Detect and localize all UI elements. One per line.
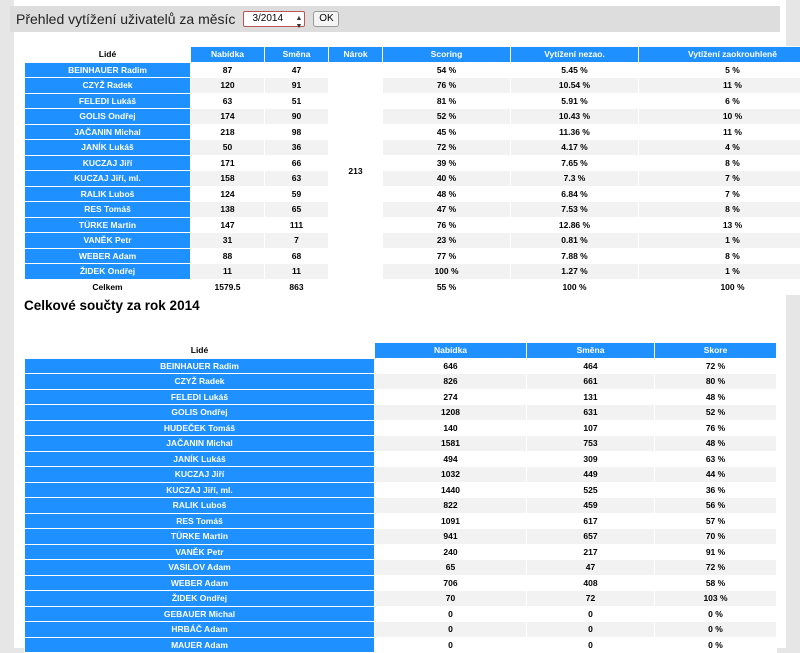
score-cell: 72 % bbox=[655, 358, 777, 374]
score-cell: 70 % bbox=[655, 529, 777, 545]
monthly-header-row bbox=[25, 47, 800, 63]
score-cell: 76 % bbox=[655, 420, 777, 436]
offer-cell: 65 bbox=[375, 560, 527, 576]
load-raw-cell: 4.17 % bbox=[511, 140, 639, 156]
load-rounded-cell: 1 % bbox=[639, 264, 800, 280]
person-name: KUCZAJ Jiří, ml. bbox=[25, 171, 191, 187]
table-row bbox=[25, 358, 777, 374]
month-select[interactable] bbox=[243, 11, 305, 27]
person-name: ŽIDEK Ondřej bbox=[25, 591, 375, 607]
load-rounded-cell: 1 % bbox=[639, 233, 800, 249]
shift-cell: 525 bbox=[527, 482, 655, 498]
scoring-cell: 48 % bbox=[383, 186, 511, 202]
offer-cell: 31 bbox=[191, 233, 265, 249]
offer-cell: 646 bbox=[375, 358, 527, 374]
table-row bbox=[25, 467, 777, 483]
load-raw-cell: 10.54 % bbox=[511, 78, 639, 94]
shift-cell: 47 bbox=[265, 62, 329, 78]
load-raw-cell: 7.53 % bbox=[511, 202, 639, 218]
table-row bbox=[25, 374, 777, 390]
col-header-people: Lidé bbox=[25, 47, 191, 63]
table-row bbox=[25, 622, 777, 638]
person-name: CZYŽ Radek bbox=[25, 374, 375, 390]
table-row bbox=[25, 420, 777, 436]
shift-cell: 63 bbox=[265, 171, 329, 187]
offer-cell: 147 bbox=[191, 217, 265, 233]
score-cell: 48 % bbox=[655, 436, 777, 452]
score-cell: 0 % bbox=[655, 637, 777, 653]
shift-cell: 91 bbox=[265, 78, 329, 94]
load-rounded-cell: 7 % bbox=[639, 171, 800, 187]
load-rounded-cell: 13 % bbox=[639, 217, 800, 233]
person-name: TÜRKE Martin bbox=[25, 217, 191, 233]
scoring-cell: 81 % bbox=[383, 93, 511, 109]
filter-bar bbox=[10, 6, 780, 32]
load-rounded-cell: 8 % bbox=[639, 155, 800, 171]
total-scoring: 55 % bbox=[383, 279, 511, 295]
col-header-shift: Směna bbox=[527, 343, 655, 359]
scoring-cell: 54 % bbox=[383, 62, 511, 78]
table-row bbox=[25, 529, 777, 545]
person-name: WEBER Adam bbox=[25, 575, 375, 591]
table-row bbox=[25, 451, 777, 467]
load-rounded-cell: 11 % bbox=[639, 78, 800, 94]
shift-cell: 657 bbox=[527, 529, 655, 545]
shift-cell: 661 bbox=[527, 374, 655, 390]
filter-label: Přehled vytížení uživatelů za měsíc bbox=[16, 11, 235, 27]
offer-cell: 240 bbox=[375, 544, 527, 560]
yearly-heading: Celkové součty za rok 2014 bbox=[24, 298, 200, 313]
shift-cell: 131 bbox=[527, 389, 655, 405]
person-name: JAČANIN Michal bbox=[25, 124, 191, 140]
yearly-header-row bbox=[25, 343, 777, 359]
shift-cell: 0 bbox=[527, 637, 655, 653]
table-row bbox=[25, 109, 800, 125]
load-rounded-cell: 4 % bbox=[639, 140, 800, 156]
total-row bbox=[25, 279, 800, 295]
offer-cell: 138 bbox=[191, 202, 265, 218]
table-row bbox=[25, 606, 777, 622]
scoring-cell: 77 % bbox=[383, 248, 511, 264]
offer-cell: 140 bbox=[375, 420, 527, 436]
offer-cell: 494 bbox=[375, 451, 527, 467]
load-raw-cell: 6.84 % bbox=[511, 186, 639, 202]
offer-cell: 50 bbox=[191, 140, 265, 156]
scoring-cell: 45 % bbox=[383, 124, 511, 140]
table-row bbox=[25, 217, 800, 233]
col-header-load-raw: Vytížení nezao. bbox=[511, 47, 639, 63]
shift-cell: 631 bbox=[527, 405, 655, 421]
load-raw-cell: 5.91 % bbox=[511, 93, 639, 109]
shift-cell: 90 bbox=[265, 109, 329, 125]
shift-cell: 47 bbox=[527, 560, 655, 576]
table-row bbox=[25, 498, 777, 514]
load-raw-cell: 11.36 % bbox=[511, 124, 639, 140]
shift-cell: 217 bbox=[527, 544, 655, 560]
score-cell: 91 % bbox=[655, 544, 777, 560]
col-header-offer: Nabídka bbox=[191, 47, 265, 63]
offer-cell: 120 bbox=[191, 78, 265, 94]
table-row bbox=[25, 248, 800, 264]
table-row bbox=[25, 591, 777, 607]
offer-cell: 171 bbox=[191, 155, 265, 171]
scoring-cell: 39 % bbox=[383, 155, 511, 171]
col-header-load-rounded: Vytížení zaokrouhleně bbox=[639, 47, 800, 63]
person-name: MAUER Adam bbox=[25, 637, 375, 653]
scoring-cell: 47 % bbox=[383, 202, 511, 218]
col-header-offer: Nabídka bbox=[375, 343, 527, 359]
person-name: GEBAUER Michal bbox=[25, 606, 375, 622]
table-row bbox=[25, 140, 800, 156]
person-name: FELEDI Lukáš bbox=[25, 389, 375, 405]
score-cell: 57 % bbox=[655, 513, 777, 529]
person-name: HUDEČEK Tomáš bbox=[25, 420, 375, 436]
shift-cell: 65 bbox=[265, 202, 329, 218]
entitlement-cell: 213 bbox=[329, 62, 383, 279]
offer-cell: 174 bbox=[191, 109, 265, 125]
person-name: JANÍK Lukáš bbox=[25, 451, 375, 467]
offer-cell: 941 bbox=[375, 529, 527, 545]
score-cell: 52 % bbox=[655, 405, 777, 421]
table-row bbox=[25, 436, 777, 452]
shift-cell: 449 bbox=[527, 467, 655, 483]
offer-cell: 1032 bbox=[375, 467, 527, 483]
shift-cell: 0 bbox=[527, 606, 655, 622]
table-row bbox=[25, 482, 777, 498]
person-name: GOLIS Ondřej bbox=[25, 405, 375, 421]
person-name: JAČANIN Michal bbox=[25, 436, 375, 452]
load-rounded-cell: 10 % bbox=[639, 109, 800, 125]
person-name: FELEDI Lukáš bbox=[25, 93, 191, 109]
score-cell: 103 % bbox=[655, 591, 777, 607]
table-row bbox=[25, 171, 800, 187]
offer-cell: 0 bbox=[375, 622, 527, 638]
score-cell: 36 % bbox=[655, 482, 777, 498]
person-name: HRBÁČ Adam bbox=[25, 622, 375, 638]
person-name: TÜRKE Martin bbox=[25, 529, 375, 545]
offer-cell: 1581 bbox=[375, 436, 527, 452]
person-name: KUCZAJ Jiří bbox=[25, 467, 375, 483]
total-load-rounded: 100 % bbox=[639, 279, 800, 295]
table-row bbox=[25, 560, 777, 576]
load-rounded-cell: 7 % bbox=[639, 186, 800, 202]
shift-cell: 753 bbox=[527, 436, 655, 452]
score-cell: 56 % bbox=[655, 498, 777, 514]
table-row bbox=[25, 637, 777, 653]
ok-button[interactable]: OK bbox=[313, 11, 339, 27]
total-offer: 1579.5 bbox=[191, 279, 265, 295]
table-row bbox=[25, 544, 777, 560]
person-name: VANĚK Petr bbox=[25, 544, 375, 560]
offer-cell: 274 bbox=[375, 389, 527, 405]
table-row bbox=[25, 389, 777, 405]
person-name: JANÍK Lukáš bbox=[25, 140, 191, 156]
month-select-value: 3/2014 bbox=[252, 13, 283, 24]
offer-cell: 706 bbox=[375, 575, 527, 591]
shift-cell: 0 bbox=[527, 622, 655, 638]
total-shift: 863 bbox=[265, 279, 329, 295]
col-header-shift: Směna bbox=[265, 47, 329, 63]
load-rounded-cell: 8 % bbox=[639, 248, 800, 264]
load-raw-cell: 5.45 % bbox=[511, 62, 639, 78]
load-rounded-cell: 6 % bbox=[639, 93, 800, 109]
scoring-cell: 76 % bbox=[383, 78, 511, 94]
score-cell: 72 % bbox=[655, 560, 777, 576]
offer-cell: 70 bbox=[375, 591, 527, 607]
shift-cell: 59 bbox=[265, 186, 329, 202]
table-row bbox=[25, 186, 800, 202]
table-row bbox=[25, 233, 800, 249]
person-name: BEINHAUER Radim bbox=[25, 358, 375, 374]
table-row bbox=[25, 62, 800, 78]
col-header-entitlement: Nárok bbox=[329, 47, 383, 63]
person-name: RALIK Luboš bbox=[25, 498, 375, 514]
person-name: BEINHAUER Radim bbox=[25, 62, 191, 78]
load-raw-cell: 7.88 % bbox=[511, 248, 639, 264]
shift-cell: 111 bbox=[265, 217, 329, 233]
table-row bbox=[25, 264, 800, 280]
col-header-scoring: Scoring bbox=[383, 47, 511, 63]
score-cell: 48 % bbox=[655, 389, 777, 405]
shift-cell: 7 bbox=[265, 233, 329, 249]
shift-cell: 66 bbox=[265, 155, 329, 171]
load-raw-cell: 1.27 % bbox=[511, 264, 639, 280]
offer-cell: 88 bbox=[191, 248, 265, 264]
score-cell: 80 % bbox=[655, 374, 777, 390]
shift-cell: 72 bbox=[527, 591, 655, 607]
shift-cell: 408 bbox=[527, 575, 655, 591]
scoring-cell: 23 % bbox=[383, 233, 511, 249]
shift-cell: 68 bbox=[265, 248, 329, 264]
col-header-score: Skore bbox=[655, 343, 777, 359]
load-rounded-cell: 11 % bbox=[639, 124, 800, 140]
scoring-cell: 40 % bbox=[383, 171, 511, 187]
score-cell: 63 % bbox=[655, 451, 777, 467]
offer-cell: 87 bbox=[191, 62, 265, 78]
shift-cell: 459 bbox=[527, 498, 655, 514]
offer-cell: 826 bbox=[375, 374, 527, 390]
person-name: RALIK Luboš bbox=[25, 186, 191, 202]
scoring-cell: 72 % bbox=[383, 140, 511, 156]
shift-cell: 11 bbox=[265, 264, 329, 280]
offer-cell: 1091 bbox=[375, 513, 527, 529]
table-row bbox=[25, 575, 777, 591]
person-name: CZYŽ Radek bbox=[25, 78, 191, 94]
load-raw-cell: 7.3 % bbox=[511, 171, 639, 187]
scoring-cell: 76 % bbox=[383, 217, 511, 233]
person-name: KUCZAJ Jiří bbox=[25, 155, 191, 171]
table-row bbox=[25, 93, 800, 109]
load-raw-cell: 10.43 % bbox=[511, 109, 639, 125]
offer-cell: 218 bbox=[191, 124, 265, 140]
person-name: WEBER Adam bbox=[25, 248, 191, 264]
table-row bbox=[25, 124, 800, 140]
offer-cell: 124 bbox=[191, 186, 265, 202]
person-name: RES Tomáš bbox=[25, 513, 375, 529]
shift-cell: 98 bbox=[265, 124, 329, 140]
shift-cell: 617 bbox=[527, 513, 655, 529]
table-row bbox=[25, 155, 800, 171]
shift-cell: 464 bbox=[527, 358, 655, 374]
table-row bbox=[25, 202, 800, 218]
person-name: KUCZAJ Jiří, ml. bbox=[25, 482, 375, 498]
total-label: Celkem bbox=[25, 279, 191, 295]
score-cell: 0 % bbox=[655, 622, 777, 638]
shift-cell: 36 bbox=[265, 140, 329, 156]
person-name: GOLIS Ondřej bbox=[25, 109, 191, 125]
score-cell: 0 % bbox=[655, 606, 777, 622]
scoring-cell: 100 % bbox=[383, 264, 511, 280]
yearly-table bbox=[24, 342, 777, 653]
col-header-people: Lidé bbox=[25, 343, 375, 359]
load-rounded-cell: 5 % bbox=[639, 62, 800, 78]
offer-cell: 1208 bbox=[375, 405, 527, 421]
load-rounded-cell: 8 % bbox=[639, 202, 800, 218]
table-row bbox=[25, 513, 777, 529]
person-name: RES Tomáš bbox=[25, 202, 191, 218]
score-cell: 58 % bbox=[655, 575, 777, 591]
scoring-cell: 52 % bbox=[383, 109, 511, 125]
shift-cell: 51 bbox=[265, 93, 329, 109]
offer-cell: 0 bbox=[375, 606, 527, 622]
offer-cell: 63 bbox=[191, 93, 265, 109]
score-cell: 44 % bbox=[655, 467, 777, 483]
table-row bbox=[25, 405, 777, 421]
offer-cell: 1440 bbox=[375, 482, 527, 498]
shift-cell: 107 bbox=[527, 420, 655, 436]
table-row bbox=[25, 78, 800, 94]
load-raw-cell: 0.81 % bbox=[511, 233, 639, 249]
total-entitlement-empty bbox=[329, 279, 383, 295]
shift-cell: 309 bbox=[527, 451, 655, 467]
offer-cell: 158 bbox=[191, 171, 265, 187]
offer-cell: 11 bbox=[191, 264, 265, 280]
person-name: ŽIDEK Ondřej bbox=[25, 264, 191, 280]
select-arrows-icon: ▲ ▼ bbox=[296, 15, 303, 31]
load-raw-cell: 7.65 % bbox=[511, 155, 639, 171]
total-load-raw: 100 % bbox=[511, 279, 639, 295]
load-raw-cell: 12.86 % bbox=[511, 217, 639, 233]
offer-cell: 0 bbox=[375, 637, 527, 653]
offer-cell: 822 bbox=[375, 498, 527, 514]
person-name: VANĚK Petr bbox=[25, 233, 191, 249]
monthly-table bbox=[24, 46, 800, 295]
person-name: VASILOV Adam bbox=[25, 560, 375, 576]
